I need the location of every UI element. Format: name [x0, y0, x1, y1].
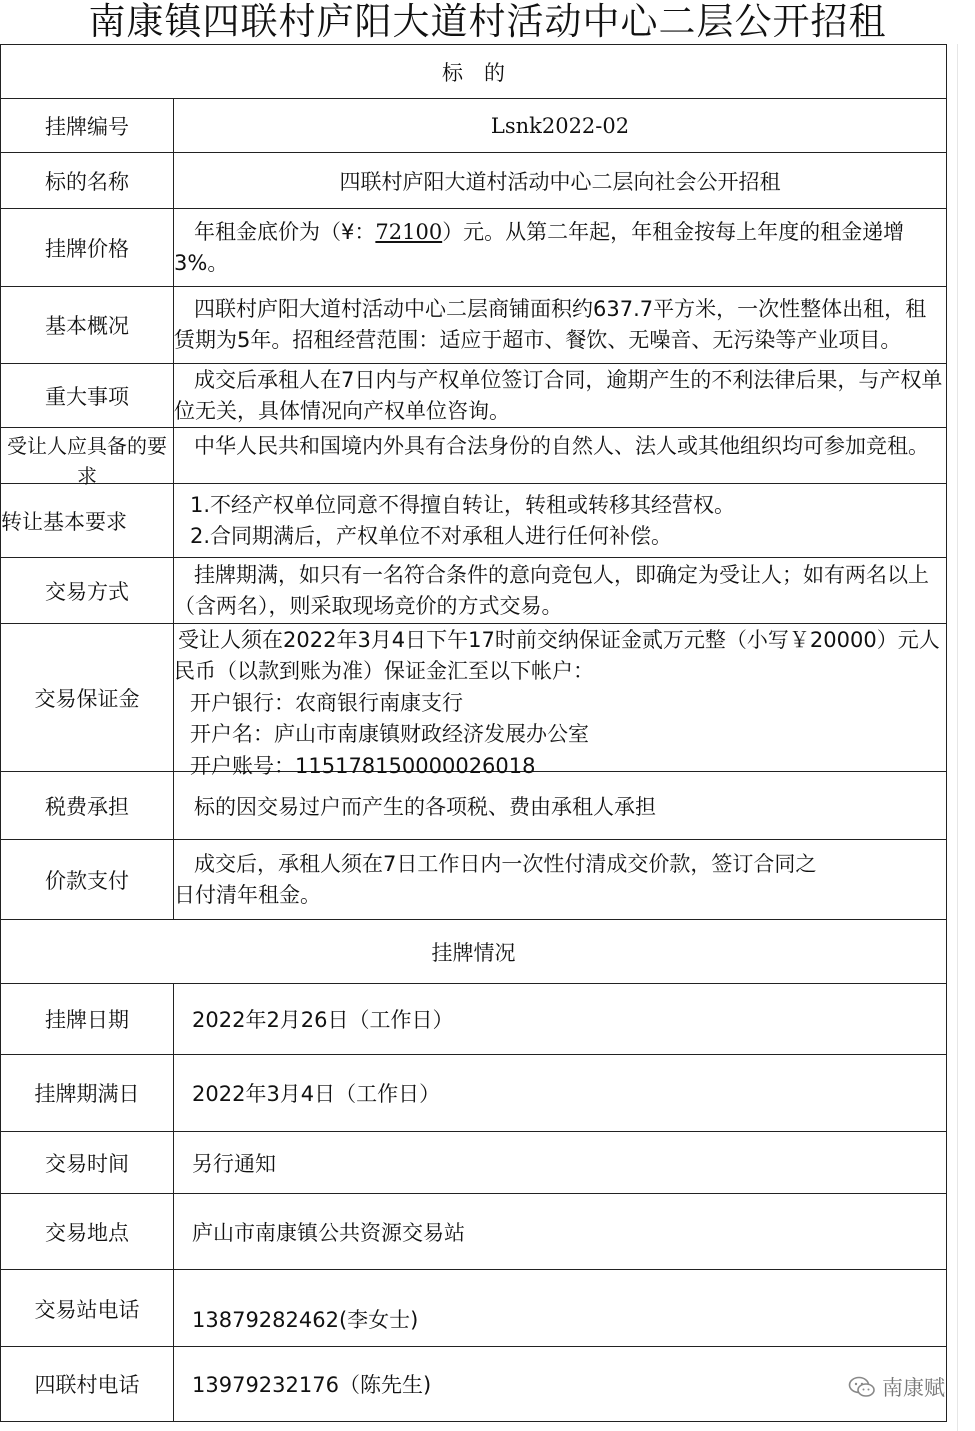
deposit-account-no: 开户账号：115178150000026018 — [190, 753, 536, 778]
value-expiry-date: 2022年3月4日（工作日） — [174, 1055, 947, 1132]
value-deposit — [174, 625, 946, 778]
table-row — [1, 99, 947, 153]
value-deposit-cell — [174, 624, 947, 778]
label-listing-no: 挂牌编号 — [1, 99, 174, 153]
price-post: ）元。从第二年起，年租金按每上年度的租金递增3%。 — [174, 219, 905, 275]
table-row — [1, 624, 947, 772]
value-overview: 四联村庐阳大道村活动中心二层商铺面积约637.7平方米，一次性整体出租，租赁期为5年。招租经营范围：适应于超市、餐饮、无噪音、无污染等产业项目。 — [174, 297, 927, 352]
value-subject-name: 四联村庐阳大道村活动中心二层向社会公开招租 — [174, 153, 947, 209]
label-expiry-date: 挂牌期满日 — [1, 1055, 174, 1132]
table-row — [1, 1055, 947, 1132]
table-row — [1, 364, 947, 428]
table-row — [1, 153, 947, 209]
page-title: 南康镇四联村庐阳大道村活动中心二层公开招租 — [88, 0, 887, 43]
value-trade-place: 庐山市南康镇公共资源交易站 — [174, 1194, 947, 1270]
table-row — [1, 428, 947, 484]
transfer-line-1: 1.不经产权单位同意不得擅自转让，转租或转移其经营权。 — [190, 492, 736, 517]
value-major: 成交后承租人在7日内与产权单位签订合同，逾期产生的不利法律后果，与产权单位无关，具体情况向产权单位咨询。 — [174, 367, 943, 423]
value-list-date: 2022年2月26日（工作日） — [174, 984, 947, 1055]
table-row — [1, 287, 947, 364]
price-amount: 72100 — [375, 219, 443, 244]
label-requirements-cell — [1, 428, 187, 488]
label-trade-place: 交易地点 — [1, 1194, 174, 1270]
label-transfer: 转让基本要求 — [1, 484, 174, 558]
payment-line-2: 日付清年租金。 — [174, 882, 321, 907]
label-tax: 税费承担 — [1, 772, 174, 840]
table-row — [1, 209, 947, 287]
value-method-cell — [174, 558, 947, 624]
watermark — [848, 1372, 945, 1402]
label-method: 交易方式 — [1, 558, 174, 624]
section-row-listing — [1, 920, 947, 984]
value-method: 挂牌期满，如只有一名符合条件的意向竞包人，即确定为受让人；如有两名以上（含两名），则采取现场竞价的方式交易。 — [174, 562, 929, 618]
value-listing-no: Lsnk2022-02 — [174, 99, 947, 153]
deposit-account-name: 开户名：庐山市南康镇财政经济发展办公室 — [190, 722, 589, 746]
table-row — [1, 1347, 947, 1422]
value-price — [174, 217, 946, 279]
label-subject-name: 标的名称 — [1, 153, 174, 209]
label-requirements: 受让人应具备的要 求 — [7, 433, 187, 488]
label-station-phone: 交易站电话 — [1, 1270, 174, 1347]
table-row — [1, 1194, 947, 1270]
table-row — [1, 558, 947, 624]
value-tax: 标的因交易过户而产生的各项税、费由承租人承担 — [174, 772, 947, 840]
section-header-subject: 标 的 — [1, 45, 947, 99]
table-row — [1, 484, 947, 558]
value-requirements: 中华人民共和国境内外具有合法身份的自然人、法人或其他组织均可参加竞租。 — [194, 433, 929, 458]
value-major-cell — [174, 364, 947, 428]
sheet-gridline — [957, 44, 958, 1431]
label-village-phone: 四联村电话 — [1, 1347, 174, 1422]
table-row — [1, 1270, 947, 1347]
announcement-table — [0, 44, 947, 1422]
value-trade-time: 另行通知 — [174, 1132, 947, 1194]
watermark-text: 南康赋 — [882, 1376, 945, 1400]
label-major: 重大事项 — [1, 364, 174, 428]
value-overview-cell — [174, 287, 947, 364]
value-price-cell — [174, 209, 947, 287]
value-village-phone: 13979232176（陈先生) — [174, 1347, 947, 1422]
table-row — [1, 1132, 947, 1194]
table-row — [1, 840, 947, 920]
deposit-bank: 开户银行：农商银行南康支行 — [190, 690, 463, 715]
transfer-line-2: 2.合同期满后，产权单位不对承租人进行任何补偿。 — [190, 523, 673, 548]
label-payment: 价款支付 — [1, 840, 174, 920]
label-list-date: 挂牌日期 — [1, 984, 174, 1055]
label-price: 挂牌价格 — [1, 209, 174, 287]
label-trade-time: 交易时间 — [1, 1132, 174, 1194]
section-row-subject — [1, 45, 947, 99]
value-station-phone: 13879282462(李女士) — [174, 1270, 947, 1347]
label-deposit: 交易保证金 — [1, 624, 174, 772]
price-pre: 年租金底价为（¥： — [194, 219, 376, 244]
value-transfer-cell — [174, 484, 947, 558]
wechat-icon — [848, 1376, 876, 1398]
value-payment-cell — [174, 840, 947, 920]
label-overview: 基本概况 — [1, 287, 174, 364]
payment-line-1: 成交后，承租人须在7日工作日内一次性付清成交价款，签订合同之 — [194, 851, 817, 876]
value-requirements-cell — [174, 428, 947, 484]
table-row — [1, 984, 947, 1055]
deposit-line-1: 受让人须在2022年3月4日下午17时前交纳保证金贰万元整（小写￥20000）元人民币（以款到账为准）保证金汇至以下帐户： — [174, 627, 940, 683]
section-header-listing: 挂牌情况 — [1, 920, 947, 984]
